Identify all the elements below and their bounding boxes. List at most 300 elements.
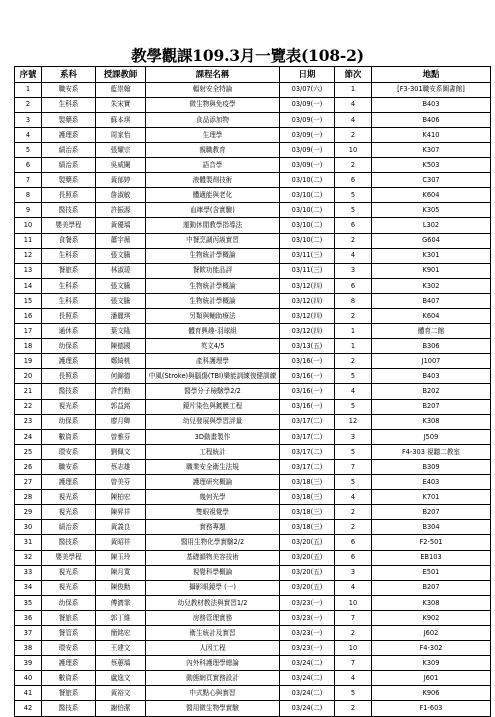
cell-index: 17 [15,324,42,339]
cell-period: 1 [335,339,372,354]
cell-period: 3 [335,263,372,278]
cell-location: K604 [372,188,491,203]
cell-period: 4 [335,112,372,127]
cell-index: 1 [15,82,42,97]
cell-teacher: 曾雅芬 [96,429,146,444]
cell-index: 2 [15,97,42,112]
cell-date: 03/07(六) [280,82,335,97]
cell-teacher: 吳威闌 [96,158,146,173]
cell-teacher: 盧逸文 [96,671,146,686]
cell-teacher: 朱宋寶 [96,97,146,112]
cell-department: 嬰美學程 [42,550,96,565]
cell-teacher: 黃裕文 [96,686,146,701]
cell-date: 03/18(三) [280,520,335,535]
cell-course: 內外科護理學總論 [146,656,280,671]
cell-date: 03/16(一) [280,384,335,399]
cell-period: 3 [335,565,372,580]
cell-course: 生物統計學概論 [146,248,280,263]
cell-date: 03/09(一) [280,158,335,173]
cell-date: 03/09(一) [280,112,335,127]
cell-date: 03/20(五) [280,580,335,595]
cell-period: 4 [335,671,372,686]
cell-course: 生理學 [146,127,280,142]
cell-department: 環安系 [42,444,96,459]
cell-index: 27 [15,475,42,490]
cell-department: 長照系 [42,309,96,324]
cell-department: 績治系 [42,142,96,157]
table-row [15,641,491,656]
table-row [15,580,491,595]
cell-department: 績治系 [42,158,96,173]
cell-course: 視覺科學概論 [146,565,280,580]
cell-date: 03/20(五) [280,565,335,580]
cell-teacher: 謝伯潔 [96,701,146,716]
cell-teacher: 詹淑敏 [96,188,146,203]
cell-location: K902 [372,610,491,625]
cell-department: 護理系 [42,354,96,369]
schedule-table [14,66,491,717]
table-row [15,444,491,459]
table-row [15,384,491,399]
table-row [15,127,491,142]
cell-course: 體適能與老化 [146,188,280,203]
cell-index: 14 [15,278,42,293]
table-row [15,429,491,444]
cell-course: 醫用微生物學實驗 [146,701,280,716]
cell-period: 3 [335,429,372,444]
cell-period: 10 [335,142,372,157]
cell-date: 03/17(二) [280,414,335,429]
cell-date: 03/23(一) [280,610,335,625]
cell-department: 長照系 [42,369,96,384]
cell-location: J1007 [372,354,491,369]
cell-date: 03/20(五) [280,550,335,565]
cell-location: K309 [372,656,491,671]
cell-location: K604 [372,309,491,324]
cell-index: 41 [15,686,42,701]
table-row [15,520,491,535]
cell-teacher: 郭益銘 [96,399,146,414]
cell-course: 食品添加物 [146,112,280,127]
cell-department: 護理系 [42,656,96,671]
cell-index: 19 [15,354,42,369]
cell-course: 餐飲功能品評 [146,263,280,278]
cell-index: 15 [15,293,42,308]
cell-location: K701 [372,490,491,505]
table-row [15,505,491,520]
cell-period: 8 [335,293,372,308]
cell-teacher: 張文騰 [96,278,146,293]
cell-department: 視光系 [42,505,96,520]
cell-course: 生物統計學概論 [146,293,280,308]
cell-index: 28 [15,490,42,505]
cell-date: 03/10(二) [280,218,335,233]
cell-department: 視光系 [42,490,96,505]
table-row [15,309,491,324]
cell-period: 4 [335,490,372,505]
cell-period: 2 [335,127,372,142]
cell-course: 生物統計學概論 [146,278,280,293]
cell-teacher: 葉文隆 [96,324,146,339]
cell-index: 37 [15,625,42,640]
cell-teacher: 周家怡 [96,127,146,142]
cell-teacher: 劉佩文 [96,444,146,459]
cell-course: 語音學 [146,158,280,173]
cell-period: 5 [335,399,372,414]
table-row [15,490,491,505]
cell-department: 食餐系 [42,233,96,248]
cell-teacher: 藍崇翰 [96,82,146,97]
cell-period: 5 [335,203,372,218]
cell-course: 3D動畫製作 [146,429,280,444]
table-row [15,459,491,474]
cell-department: 生科系 [42,293,96,308]
cell-period: 2 [335,505,372,520]
cell-period: 6 [335,550,372,565]
cell-date: 03/10(二) [280,188,335,203]
cell-period: 2 [335,233,372,248]
cell-index: 20 [15,369,42,384]
cell-department: 生科系 [42,248,96,263]
cell-course: 體育興趣-羽球組 [146,324,280,339]
cell-location: F1-603 [372,701,491,716]
header-department: 系科 [42,67,96,83]
cell-course: 輻射安全特論 [146,82,280,97]
cell-date: 03/23(一) [280,641,335,656]
cell-teacher: 陳昇祥 [96,505,146,520]
header-index: 序號 [15,67,42,83]
cell-date: 03/12(四) [280,309,335,324]
cell-department: 生科系 [42,278,96,293]
page-title: 教學觀課109.3月一覽表(108-2) [131,46,364,65]
cell-location: B306 [372,339,491,354]
cell-location: E403 [372,475,491,490]
cell-date: 03/10(二) [280,203,335,218]
cell-teacher: 張文騰 [96,293,146,308]
cell-index: 39 [15,656,42,671]
cell-course: 醫學分子檢驗學2/2 [146,384,280,399]
cell-location: F4-302 [372,641,491,656]
cell-location: F4-303 視聽二教室 [372,444,491,459]
cell-index: 31 [15,535,42,550]
cell-index: 6 [15,158,42,173]
cell-period: 1 [335,324,372,339]
cell-index: 25 [15,444,42,459]
cell-index: 22 [15,399,42,414]
cell-teacher: 陳月寬 [96,565,146,580]
cell-department: 績治系 [42,520,96,535]
cell-location: B407 [372,293,491,308]
cell-index: 29 [15,505,42,520]
table-row [15,112,491,127]
cell-period: 5 [335,475,372,490]
cell-location: B304 [372,520,491,535]
cell-location: K301 [372,248,491,263]
cell-location: B207 [372,399,491,414]
cell-course: 產科護理學 [146,354,280,369]
cell-teacher: 王建文 [96,641,146,656]
cell-period: 2 [335,520,372,535]
cell-teacher: 蕭宇薇 [96,233,146,248]
cell-period: 2 [335,701,372,716]
cell-date: 03/24(二) [280,671,335,686]
cell-date: 03/24(二) [280,656,335,671]
table-row [15,339,491,354]
cell-period: 4 [335,248,372,263]
table-row [15,188,491,203]
cell-teacher: 何錦德 [96,369,146,384]
table-body [15,82,491,716]
cell-course: 醫用生物化學實驗2/2 [146,535,280,550]
cell-department: 幼保系 [42,595,96,610]
cell-location: B406 [372,112,491,127]
cell-index: 7 [15,173,42,188]
cell-date: 03/16(一) [280,399,335,414]
cell-index: 3 [15,112,42,127]
cell-period: 7 [335,656,372,671]
cell-period: 6 [335,173,372,188]
cell-index: 38 [15,641,42,656]
cell-location: B309 [372,459,491,474]
header-period: 節次 [335,67,372,83]
table-row [15,414,491,429]
cell-course: 親職教育 [146,142,280,157]
table-row [15,686,491,701]
header-teacher: 授課教師 [96,67,146,83]
cell-period: 6 [335,535,372,550]
cell-department: 醫技系 [42,203,96,218]
cell-period: 5 [335,686,372,701]
cell-department: 通休系 [42,324,96,339]
cell-teacher: 陳玉玲 [96,550,146,565]
cell-index: 40 [15,671,42,686]
cell-teacher: 張耀宗 [96,142,146,157]
cell-department: 醫技系 [42,535,96,550]
cell-department: 長照系 [42,188,96,203]
table-row [15,263,491,278]
cell-course: 工程統計 [146,444,280,459]
cell-date: 03/17(二) [280,459,335,474]
cell-index: 30 [15,520,42,535]
cell-period: 2 [335,309,372,324]
cell-index: 5 [15,142,42,157]
cell-course: 微生物與免疫學 [146,97,280,112]
cell-period: 2 [335,354,372,369]
cell-teacher: 黃義良 [96,520,146,535]
cell-location: EB103 [372,550,491,565]
cell-period: 10 [335,595,372,610]
cell-index: 21 [15,384,42,399]
cell-period: 10 [335,641,372,656]
cell-index: 16 [15,309,42,324]
cell-period: 5 [335,188,372,203]
table-row [15,701,491,716]
cell-teacher: 傅濟霏 [96,595,146,610]
cell-date: 03/23(一) [280,595,335,610]
cell-location: K901 [372,263,491,278]
cell-date: 03/13(五) [280,339,335,354]
cell-date: 03/17(二) [280,429,335,444]
cell-course: 護理研究概論 [146,475,280,490]
cell-date: 03/18(三) [280,505,335,520]
cell-course: 鏡片染色與鍍膜工程 [146,399,280,414]
table-header-row [15,67,491,83]
cell-index: 35 [15,595,42,610]
cell-period: 4 [335,580,372,595]
cell-location: B207 [372,505,491,520]
cell-index: 9 [15,203,42,218]
table-row [15,324,491,339]
cell-teacher: 潘麗琪 [96,309,146,324]
cell-date: 03/11(三) [280,263,335,278]
cell-date: 03/23(一) [280,625,335,640]
cell-period: 4 [335,384,372,399]
cell-location: C307 [372,173,491,188]
cell-department: 護理系 [42,475,96,490]
cell-location: B207 [372,580,491,595]
cell-teacher: 許哲勳 [96,384,146,399]
table-row [15,142,491,157]
table-row [15,233,491,248]
cell-date: 03/16(一) [280,369,335,384]
table-row [15,354,491,369]
cell-course: 實務專題 [146,520,280,535]
cell-course: 運動休閒教學指導法 [146,218,280,233]
cell-location: K307 [372,142,491,157]
cell-date: 03/09(一) [280,97,335,112]
cell-period: 4 [335,97,372,112]
cell-date: 03/11(三) [280,248,335,263]
cell-department: 餐旅系 [42,686,96,701]
cell-course: 中風(Stroke)與腦傷(TBI)樂能訓練復健訓練 [146,369,280,384]
cell-period: 2 [335,158,372,173]
cell-date: 03/20(五) [280,535,335,550]
cell-department: 餐旅系 [42,610,96,625]
cell-date: 03/17(二) [280,444,335,459]
cell-date: 03/24(二) [280,701,335,716]
cell-index: 32 [15,550,42,565]
cell-teacher: 郭丁維 [96,610,146,625]
table-row [15,610,491,625]
cell-department: 視光系 [42,565,96,580]
cell-department: 幼保系 [42,414,96,429]
cell-course: 幾何光學 [146,490,280,505]
cell-department: 環安系 [42,641,96,656]
cell-index: 12 [15,248,42,263]
cell-teacher: 張文騰 [96,248,146,263]
cell-period: 6 [335,278,372,293]
table-row [15,475,491,490]
table-row [15,535,491,550]
table-row [15,369,491,384]
cell-location: K308 [372,414,491,429]
cell-department: 職安系 [42,82,96,97]
cell-index: 24 [15,429,42,444]
table-row [15,218,491,233]
cell-course: 中餐烹調丙級實習 [146,233,280,248]
cell-location: K503 [372,158,491,173]
cell-course: 攝影眼鏡學 (一) [146,580,280,595]
cell-date: 03/09(一) [280,127,335,142]
header-course: 課程名稱 [146,67,280,83]
cell-course: 液體製劑技術 [146,173,280,188]
cell-location: J602 [372,625,491,640]
table-row [15,656,491,671]
table-row [15,158,491,173]
table-row [15,399,491,414]
cell-location: B403 [372,369,491,384]
table-row [15,173,491,188]
cell-index: 23 [15,414,42,429]
cell-location: B403 [372,97,491,112]
cell-index: 36 [15,610,42,625]
cell-date: 03/10(二) [280,233,335,248]
cell-course: 人因工程 [146,641,280,656]
table-row [15,293,491,308]
cell-teacher: 許振源 [96,203,146,218]
cell-department: 餐管系 [42,625,96,640]
cell-course: 英文4/5 [146,339,280,354]
cell-teacher: 黃優瑀 [96,218,146,233]
cell-teacher: 陳德國 [96,339,146,354]
cell-period: 12 [335,414,372,429]
cell-location: 體育二館 [372,324,491,339]
cell-index: 10 [15,218,42,233]
cell-location: F2-501 [372,535,491,550]
cell-date: 03/24(二) [280,686,335,701]
cell-course: 動態網頁實務設計 [146,671,280,686]
cell-department: 醫技系 [42,701,96,716]
header-location: 地點 [372,67,491,83]
cell-department: 製藥系 [42,112,96,127]
cell-location: J509 [372,429,491,444]
cell-course: 衛生統計及實習 [146,625,280,640]
cell-teacher: 陳俊勳 [96,580,146,595]
cell-location: [F3-301職安系圖書館] [372,82,491,97]
cell-date: 03/10(二) [280,173,335,188]
cell-course: 職業安全衛生法規 [146,459,280,474]
cell-department: 數資系 [42,671,96,686]
cell-teacher: 蘇本琪 [96,112,146,127]
cell-period: 7 [335,459,372,474]
cell-period: 1 [335,82,372,97]
cell-course: 雙眼視覺學 [146,505,280,520]
cell-location: K305 [372,203,491,218]
cell-location: J601 [372,671,491,686]
cell-location: K410 [372,127,491,142]
cell-department: 嬰美學程 [42,218,96,233]
cell-teacher: 蔡志雄 [96,459,146,474]
cell-period: 5 [335,444,372,459]
cell-date: 03/09(一) [280,142,335,157]
cell-teacher: 蔡蕙瑀 [96,656,146,671]
table-row [15,671,491,686]
cell-location: G604 [372,233,491,248]
cell-teacher: 陳柏宏 [96,490,146,505]
cell-date: 03/12(四) [280,278,335,293]
cell-teacher: 鄭綺桃 [96,354,146,369]
cell-department: 生科系 [42,97,96,112]
cell-date: 03/16(一) [280,354,335,369]
cell-index: 11 [15,233,42,248]
cell-department: 製藥系 [42,173,96,188]
cell-department: 職安系 [42,459,96,474]
table-row [15,97,491,112]
cell-location: K906 [372,686,491,701]
cell-teacher: 黃昭祥 [96,535,146,550]
table-row [15,550,491,565]
cell-course: 中式點心與實習 [146,686,280,701]
